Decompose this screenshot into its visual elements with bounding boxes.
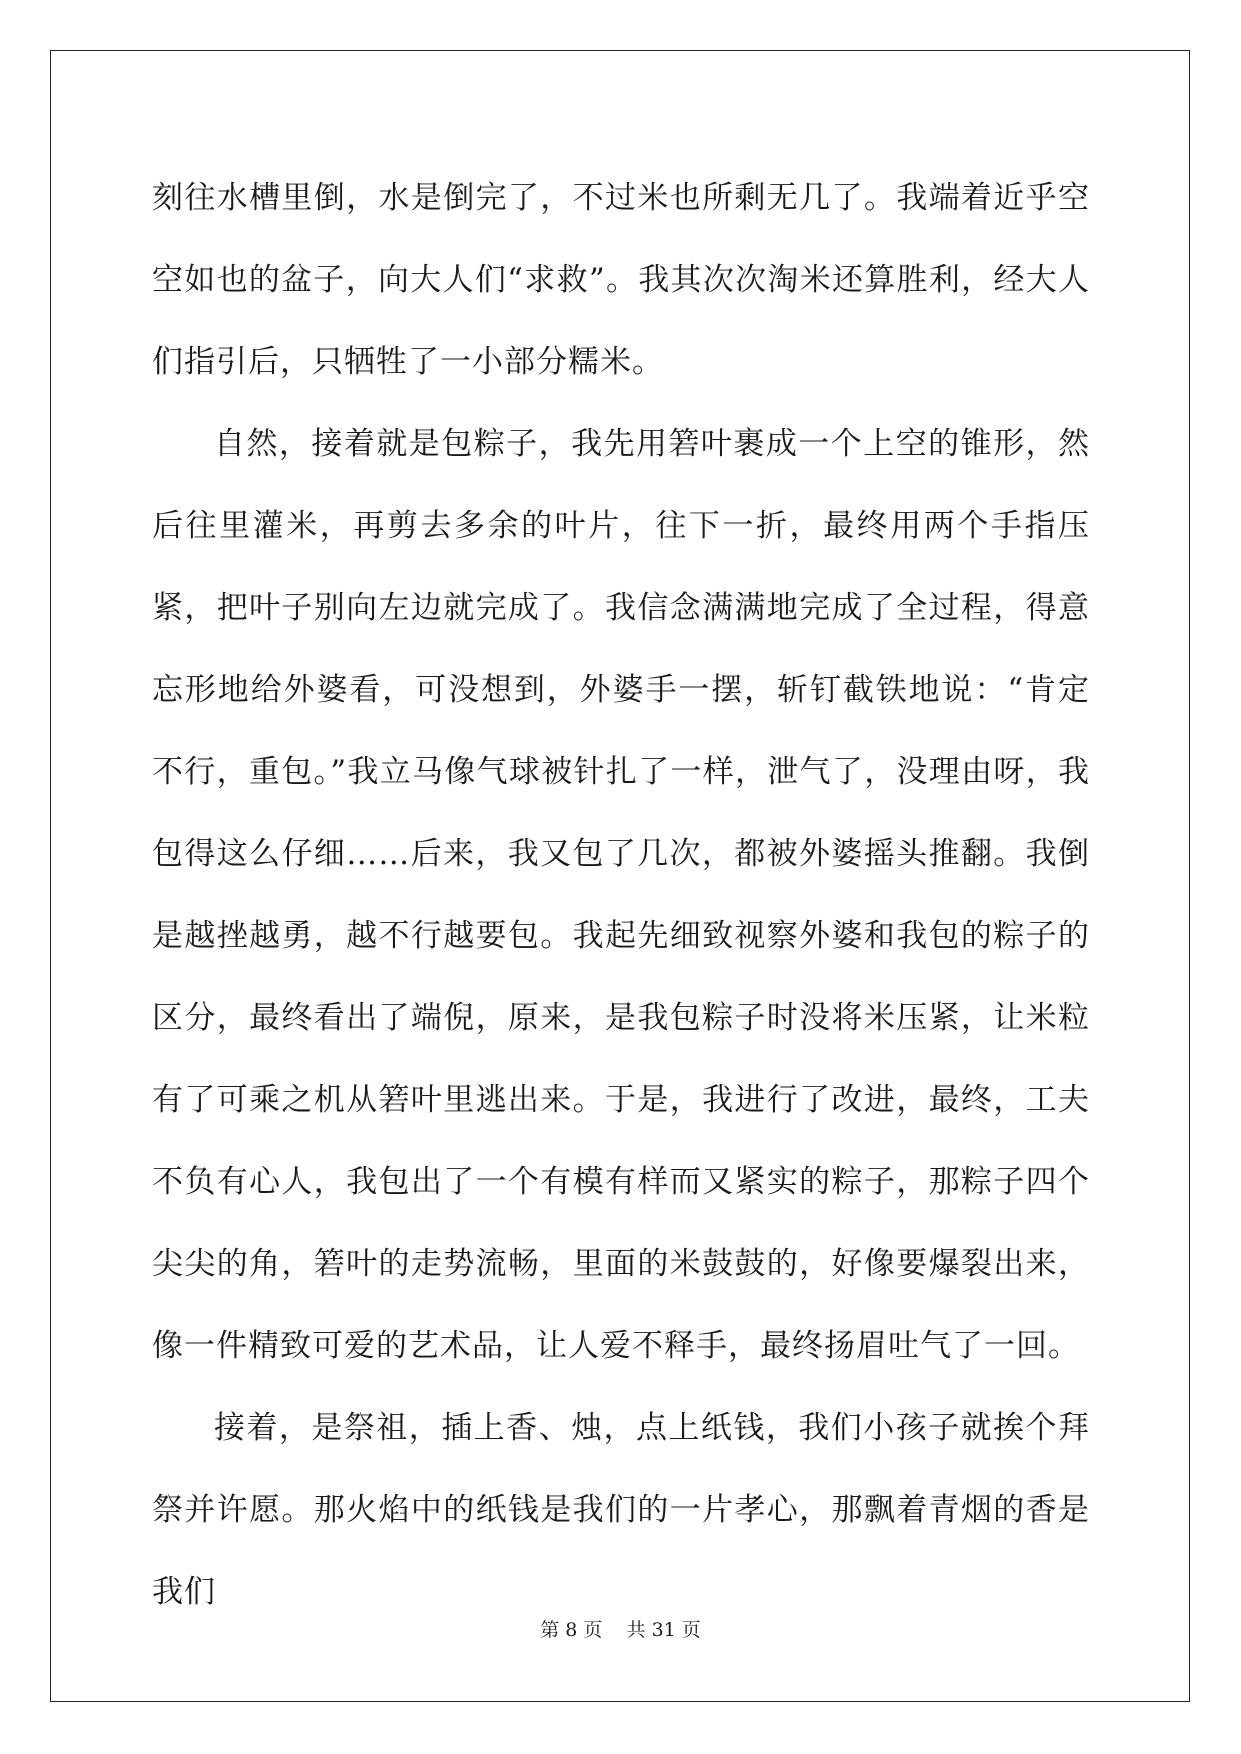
paragraph-wrapping-zongzi: 自然，接着就是包粽子，我先用箬叶裹成一个上空的锥形，然后往里灌米，再剪去多余的叶片，往下一折，最终用两个手指压紧，把叶子别向左边就完成了。我信念满满地完成了全过程，得意忘形地给外婆看，可没想到，外婆手一摆，斩钉截铁地说：“肯定不行，重包。”我立马像气球被针扎了一样，泄气了，没理由呀，我包得这么仔细……后来，我又包了几次，都被外婆摇头推翻。我倒是越挫越勇，越不行越要包。我起先细致视察外婆和我包的粽子的区分，最终看出了端倪，原来，是我包粽子时没将米压紧，让米粒有了可乘之机从箬叶里逃出来。于是，我进行了改进，最终，工夫不负有心人，我包出了一个有模有样而又紧实的粽子，那粽子四个尖尖的角，箬叶的走势流畅，里面的米鼓鼓的，好像要爆裂出来，像一件精致可爱的艺术品，让人爱不释手，最终扬眉吐气了一回。 [152, 426, 1090, 1364]
page-number-footer: 第 8 页 共 31 页 [540, 1619, 701, 1641]
paragraph-rice-washing: 刻往水槽里倒，水是倒完了，不过米也所剩无几了。我端着近乎空空如也的盆子，向大人们“求救”。我其次次淘米还算胜利，经大人们指引后，只牺牲了一小部分糯米。 [152, 180, 1090, 380]
paragraph-ancestor-worship: 接着，是祭祖，插上香、烛，点上纸钱，我们小孩子就挨个拜祭并许愿。那火焰中的纸钱是我们的一片孝心，那飘着青烟的香是我们 [152, 1410, 1090, 1610]
document-body [152, 157, 1090, 1633]
